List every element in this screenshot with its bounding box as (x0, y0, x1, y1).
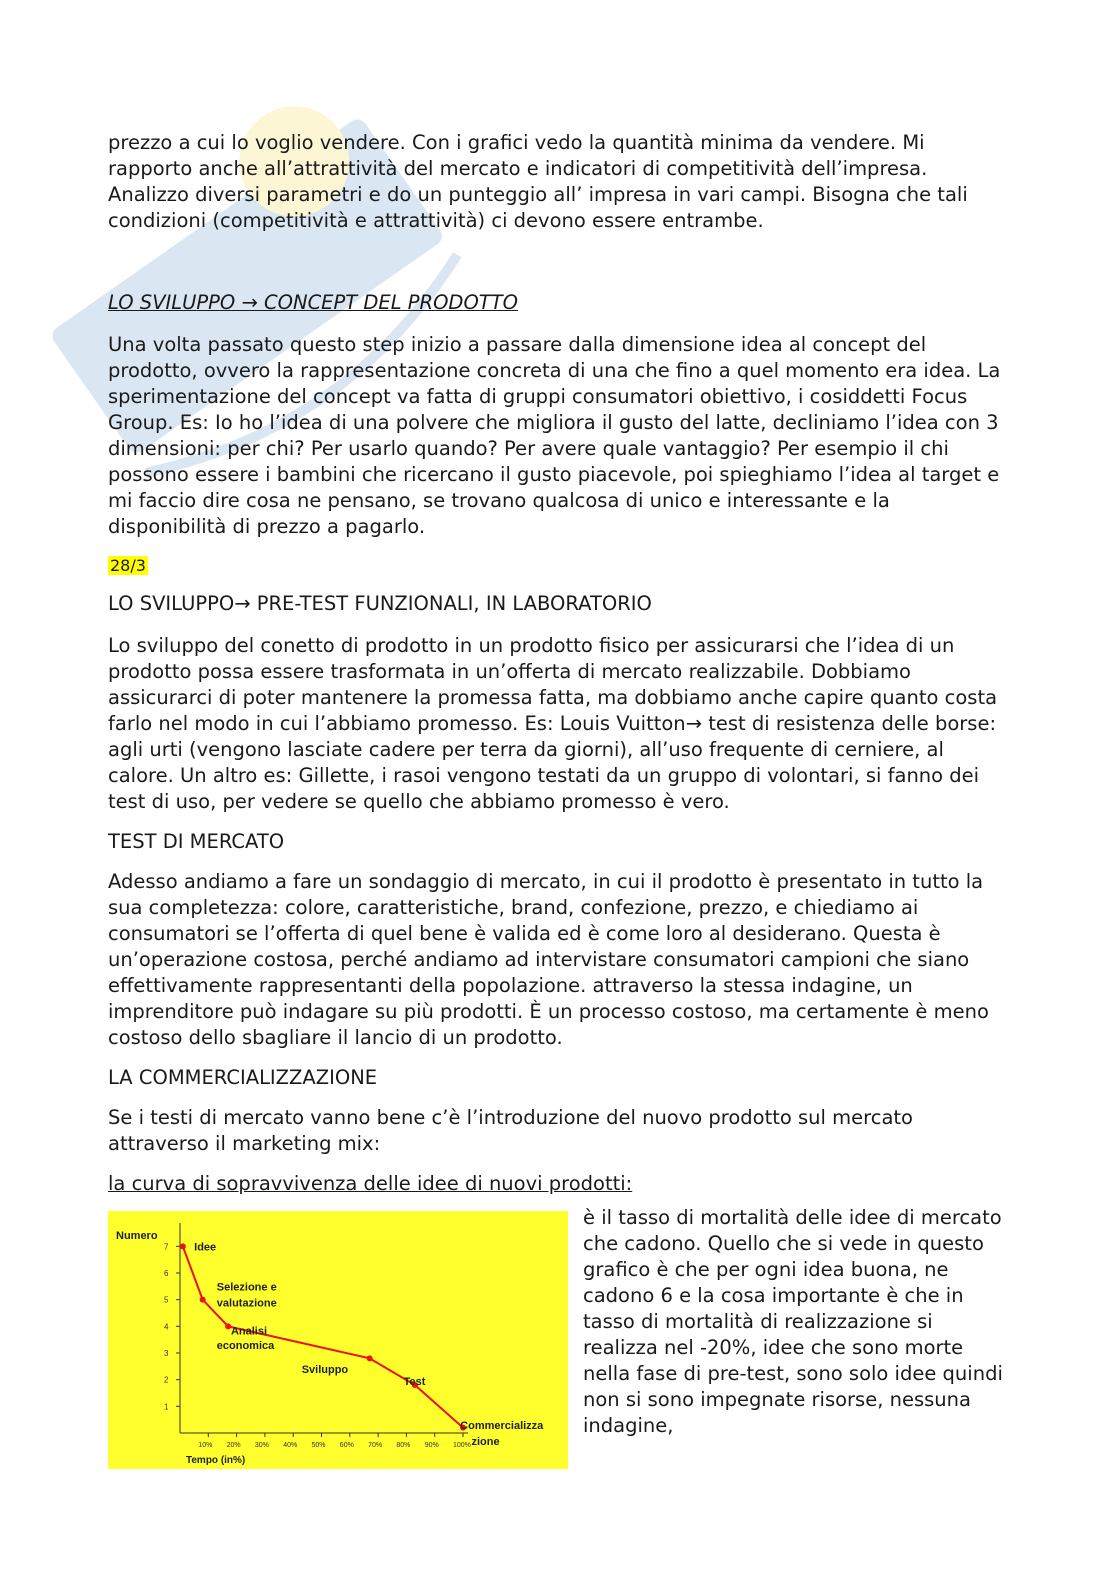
y-tick-label: 4 (164, 1322, 169, 1332)
x-axis-label: Tempo (in%) (186, 1455, 246, 1466)
y-tick-label: 6 (164, 1269, 169, 1278)
paragraph-pretest: Lo sviluppo del conetto di prodotto in un prodotto fisico per assicurarsi che l’idea di un prodotto possa essere trasformata in un’offerta di mercato realizzabile. Dobbiamo assicurarci di poter mantenere la promessa fatta, ma dobbiamo anche capire quanto costa farlo nel modo in cui l’abbiamo promesso. Es: Louis Vuitton→ test di resistenza delle borse: agli urti (vengono lasciate cadere per terra da giorni), all’uso frequente di cerniere, al calore. Un altro es: Gillette, i rasoi vengono testati da un gruppo di volontari, si fanno dei test di uso, per vedere se quello che abbiamo promesso è vero. (108, 634, 998, 813)
x-tick-label: 80% (396, 1442, 411, 1449)
x-tick-label: 100% (453, 1442, 471, 1449)
data-point (367, 1355, 373, 1361)
data-point (200, 1297, 206, 1303)
paragraph-commercializzazione: Se i testi di mercato vanno bene c’è l’introduzione del nuovo prodotto sul mercato attraverso il marketing mix: (108, 1106, 913, 1155)
y-tick-label: 7 (164, 1242, 169, 1252)
data-point (180, 1243, 186, 1249)
stage-label: Sviluppo (301, 1364, 349, 1376)
stage-label: Selezione e (216, 1281, 277, 1294)
x-tick-label: 50% (311, 1442, 326, 1449)
document-page (108, 130, 1013, 1475)
y-tick-label: 1 (164, 1402, 169, 1412)
x-tick-label: 40% (283, 1442, 298, 1449)
y-tick-label: 5 (164, 1295, 169, 1305)
section-title-concept: LO SVILUPPO → CONCEPT DEL PRODOTTO (108, 291, 518, 314)
x-tick-label: 20% (226, 1442, 241, 1449)
section-title-pretest: LO SVILUPPO→ PRE-TEST FUNZIONALI, IN LABORATORIO (108, 592, 652, 615)
chart-svg (108, 1211, 568, 1469)
x-tick-label: 60% (339, 1442, 354, 1449)
x-tick-label: 10% (198, 1442, 213, 1449)
x-tick-label: 30% (254, 1442, 269, 1449)
stage-label: Idee (194, 1241, 217, 1254)
section-title-test: TEST DI MERCATO (108, 830, 285, 853)
stage-label: valutazione (216, 1297, 277, 1310)
date-highlight: 28/3 (110, 556, 146, 575)
figure-row (108, 1205, 1013, 1475)
y-tick-label: 2 (164, 1375, 169, 1385)
section-title-commercializzazione: LA COMMERCIALIZZAZIONE (108, 1066, 378, 1089)
paragraph-concept: Una volta passato questo step inizio a passare dalla dimensione idea al concept del prodotto, ovvero la rappresentazione concreta di una che fino a quel momento era idea. La sperimentazione del concept va fatta di gruppi consumatori obiettivo, i cosiddetti Focus Group. Es: Io ho l’idea di una polvere che migliora il gusto del latte, decliniamo l’idea con 3 dimensioni: per chi? Per usarlo quando? Per avere quale vantaggio? Per esempio il chi possono essere i bambini che ricercano il gusto piacevole, poi spieghiamo l’idea al target e mi faccio dire cosa ne pensano, se trovano qualcosa di unico e interessante e la disponibilità di prezzo a pagarlo. (108, 333, 1001, 538)
y-axis-label: Numero (116, 1230, 158, 1242)
paragraph-intro: prezzo a cui lo voglio vendere. Con i grafici vedo la quantità minima da vendere. Mi rapporto anche all’attrattività del mercato e indicatori di competitività dell’impresa. Analizzo diversi parametri e do un punteggio all’ impresa in vari campi. Bisogna che tali condizioni (competitività e attrattività) ci devono essere entrambe. (108, 131, 968, 232)
chart-description: è il tasso di mortalità delle idee di mercato che cadono. Quello che si vede in questo grafico è che per ogni idea buona, ne cadono 6 e la cosa importante è che in tasso di mortalità di realizzazione si realizza nel -20%, idee che sono morte nella fase di pre-test, sono solo idee quindi non si sono impegnate risorse, nessuna indagine, (583, 1206, 1003, 1437)
stage-label: economica (216, 1340, 275, 1352)
x-tick-label: 70% (368, 1442, 383, 1449)
stage-label: Analisi (230, 1325, 268, 1338)
paragraph-test: Adesso andiamo a fare un sondaggio di mercato, in cui il prodotto è presentato in tutto la sua completezza: colore, caratteristiche, brand, confezione, prezzo, e chiediamo ai consumatori se l’offerta di quel bene è valida ed è come loro al desiderano. Questa è un’operazione costosa, perché andiamo ad intervistare consumatori campioni che siano effettivamente rappresentanti della popolazione. attraverso la stessa indagine, un imprenditore può indagare su più prodotti. È un processo costoso, ma certamente è meno costoso dello sbagliare il lancio di un prodotto. (108, 870, 989, 1049)
survival-curve-line (183, 1246, 463, 1427)
y-tick-label: 3 (164, 1349, 169, 1358)
stage-label: Test (403, 1376, 426, 1388)
curve-title: la curva di sopravvivenza delle idee di nuovi prodotti: (108, 1172, 633, 1195)
stage-label: zione (471, 1436, 500, 1448)
survival-curve-chart (108, 1211, 568, 1469)
stage-label: Commercializza (460, 1420, 544, 1432)
x-tick-label: 90% (424, 1442, 439, 1449)
